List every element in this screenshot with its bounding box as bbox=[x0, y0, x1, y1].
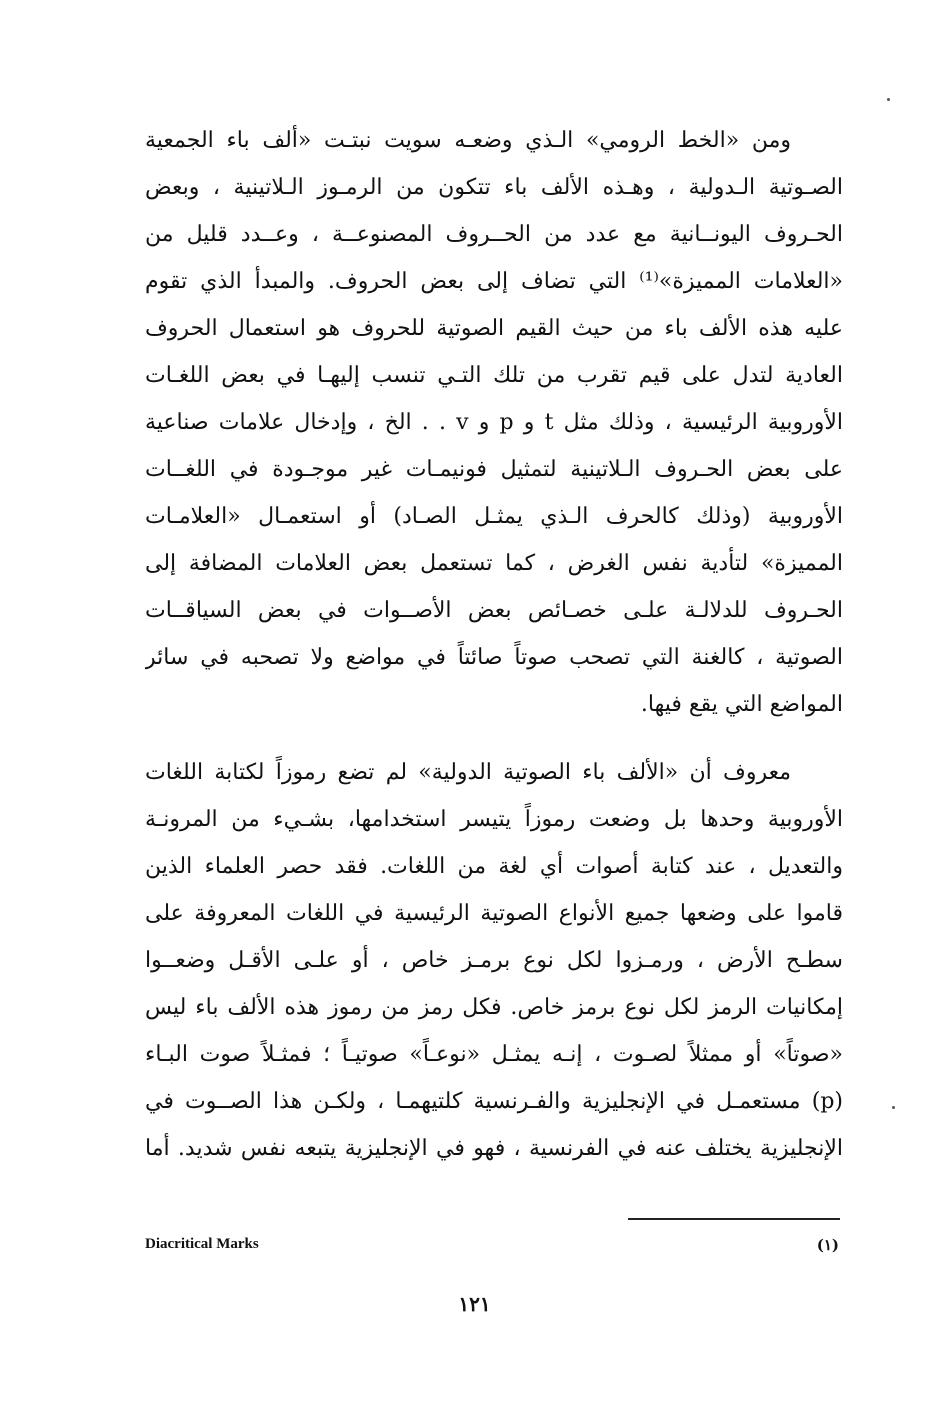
footnote-divider bbox=[628, 1218, 840, 1220]
scan-speck bbox=[887, 98, 890, 101]
paragraph-line: الأوروبية الرئيسية ، وذلك مثل t و p و v . . الخ ، وإدخال علامات صناعية bbox=[145, 410, 843, 435]
paragraph-line: سطـح الأرض ، ورمـزوا لكل نوع برمـز خاص ، أو علـى الأقـل وضعــوا bbox=[145, 948, 843, 973]
paragraph-line: ومن «الخط الرومي» الـذي وضعـه سويت نبتـت «ألف باء الجمعية bbox=[145, 128, 791, 153]
paragraph-line: الصـوتية الـدولية ، وهـذه الألف باء تتكون من الرمـوز الـلاتينية ، وبعض bbox=[145, 175, 843, 200]
paragraph-line: عليه هذه الألف باء من حيث القيم الصوتية للحروف هو استعمال الحروف bbox=[145, 316, 843, 341]
page-number: ١٢١ bbox=[458, 1292, 491, 1316]
footnote-term: Diacritical Marks bbox=[145, 1236, 259, 1252]
paragraph-line: الأوروبية (وذلك كالحرف الـذي يمثـل الصـاد) أو استعمـال «العلامـات bbox=[145, 504, 843, 529]
paragraph-line: (p) مستعمـل في الإنجليزية والفـرنسية كلتيهمـا ، ولكـن هذا الصــوت في bbox=[145, 1089, 843, 1114]
paragraph-1 bbox=[145, 117, 843, 728]
paragraph-line: والتعديل ، عند كتابة أصوات أي لغة من اللغات. فقد حصر العلماء الذين bbox=[145, 854, 843, 879]
paragraph-line: المميزة» لتأدية نفس الغرض ، كما تستعمل بعض العلامات المضافة إلى bbox=[145, 551, 843, 576]
paragraph-line: الأوروبية وحدها بل وضعت رموزاً يتيسر استخدامها، بشـيء من المرونـة bbox=[145, 807, 843, 832]
paragraph-line: «العلامات المميزة»⁽¹⁾ التي تضاف إلى بعض الحروف. والمبدأ الذي تقوم bbox=[145, 269, 843, 294]
paragraph-line: الحـروف للدلالـة علـى خصـائص بعض الأصــوات في بعض السياقــات bbox=[145, 598, 843, 623]
footnote-marker: (١) bbox=[816, 1236, 839, 1254]
paragraph-line: الإنجليزية يختلف عنه في الفرنسية ، فهو في الإنجليزية يتبعه نفس شديد. أما bbox=[145, 1136, 843, 1161]
paragraph-2 bbox=[145, 749, 843, 1172]
paragraph-line: الحـروف اليونــانية مع عدد من الحــروف المصنوعــة ، وعــدد قليل من bbox=[145, 222, 843, 247]
paragraph-line: على بعض الحـروف الـلاتينية لتمثيل فونيمـات غير موجـودة في اللغــات bbox=[145, 457, 843, 482]
paragraph-line: «صوتاً» أو ممثلاً لصـوت ، إنـه يمثـل «نوعـاً» صوتيـاً ؛ فمثـلاً صوت البـاء bbox=[145, 1042, 843, 1067]
paragraph-line: المواضع التي يقع فيها. bbox=[640, 692, 843, 717]
paragraph-line: معروف أن «الألف باء الصوتية الدولية» لم تضع رموزاً لكتابة اللغات bbox=[145, 760, 791, 785]
paragraph-line: قاموا على وضعها جميع الأنواع الصوتية الرئيسية في اللغات المعروفة على bbox=[145, 901, 843, 926]
scan-speck bbox=[892, 1106, 895, 1109]
paragraph-line: العادية لتدل على قيم تقرب من تلك التـي تنسب إليهـا في بعض اللغـات bbox=[145, 363, 843, 388]
paragraph-line: إمكانيات الرمز لكل نوع برمز خاص. فكل رمز من رموز هذه الألف باء ليس bbox=[145, 995, 843, 1020]
paragraph-line: الصوتية ، كالغنة التي تصحب صوتاً صائتاً في مواضع ولا تصحبه في سائر bbox=[145, 645, 843, 670]
